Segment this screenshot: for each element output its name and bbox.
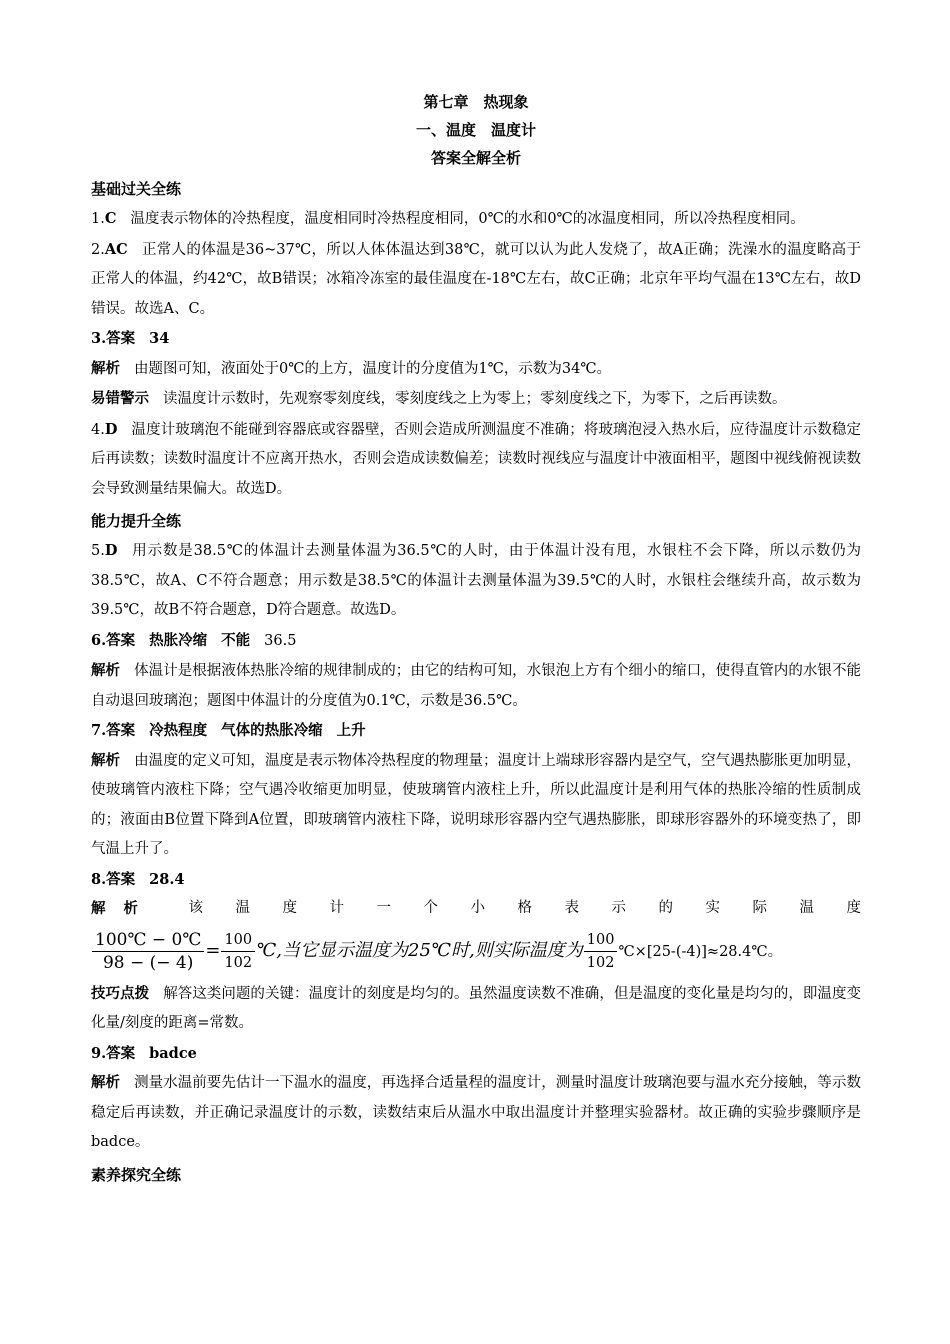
q7-answer-line — [91, 716, 861, 746]
question-1 — [91, 204, 861, 235]
q6-analysis — [91, 656, 861, 716]
q8-analysis-label: 解析 — [91, 900, 156, 917]
q6-answer-1: 热胀冷缩 — [149, 631, 208, 649]
q8-spread-char: 表 — [564, 900, 579, 916]
q8-fraction-2-numerator: 100 — [221, 929, 255, 952]
q8-spread-char: 实 — [705, 900, 720, 916]
q6-number: 6. — [91, 631, 107, 649]
question-4 — [91, 415, 861, 505]
q4-number: 4. — [91, 421, 105, 438]
q8-answer: 28.4 — [149, 870, 185, 888]
q7-answer-3: 上升 — [336, 722, 366, 739]
q8-spread-char: 小 — [470, 900, 485, 916]
answer-subtitle: 答案全解全析 — [430, 149, 521, 167]
q8-spread-char: 个 — [423, 900, 438, 916]
q2-explanation: 正常人的体温是36~37℃，所以人体体温达到38℃，就可以认为此人发烧了，故A正确；洗澡水的温度略高于正常人的体温，约42℃，故B错误；冰箱冷冻室的最佳温度在-18℃左右，故C正确；北京年平均气温在13℃左右，故D错误。故选A、C。 — [91, 241, 861, 317]
q3-analysis-label: 解析 — [91, 359, 120, 377]
q8-formula-tail: ℃×[25-(-4)]≈28.4℃。 — [618, 943, 783, 960]
q3-analysis-text: 由题图可知，液面处于0℃的上方，温度计的分度值为1℃，示数为34℃。 — [134, 360, 612, 377]
q8-tip-label: 技巧点拨 — [91, 984, 150, 1002]
q5-answer: D — [104, 542, 118, 559]
q8-formula-middle: ℃,当它显示温度为25℃时,则实际温度为 — [256, 939, 583, 961]
q8-spread-char: 示 — [611, 900, 626, 916]
section-heading-literacy: 素养探究全练 — [91, 1165, 182, 1184]
q8-spread-char: 格 — [517, 900, 532, 916]
q8-fraction-3 — [584, 929, 618, 974]
q2-number: 2. — [91, 241, 105, 258]
q7-answer-2: 气体的热胀冷缩 — [221, 722, 323, 739]
q8-tip-text: 解答这类问题的关键：温度计的刻度是均匀的。虽然温度读数不准确，但是温度的变化量是均匀的，即温度变化量/刻度的距离=常数。 — [91, 985, 861, 1031]
q7-number: 7. — [91, 722, 107, 739]
q8-answer-label: 答案 — [106, 870, 136, 888]
q1-explanation: 温度表示物体的冷热程度，温度相同时冷热程度相同，0℃的水和0℃的冰温度相同，所以冷热程度相同。 — [130, 211, 805, 227]
q9-analysis-text: 测量水温前要先估计一下温水的温度，再选择合适量程的温度计，测量时温度计玻璃泡要与温水充分接触，等示数稳定后再读数，并正确记录温度计的示数，读数结束后从温水中取出温度计并整理实验器材。故正确的实验步骤顺序是badce。 — [91, 1075, 861, 1150]
q3-number: 3. — [91, 330, 107, 347]
q8-equals: = — [205, 939, 221, 961]
q8-fraction-3-denominator: 102 — [586, 955, 615, 971]
q3-warning-label: 易错警示 — [91, 390, 149, 407]
q1-number: 1. — [91, 211, 105, 227]
q7-analysis-label: 解析 — [91, 751, 121, 769]
section-title: 一、温度 温度计 — [415, 121, 536, 139]
q6-answer-3: 36.5 — [264, 632, 297, 649]
q1-answer: C — [104, 210, 117, 227]
q3-answer-line — [91, 324, 861, 354]
q9-answer-label: 答案 — [106, 1044, 136, 1062]
q6-answer-line — [91, 626, 861, 657]
q7-answer-label: 答案 — [106, 722, 136, 739]
q2-answer: AC — [104, 240, 128, 258]
document-page — [91, 88, 861, 1190]
q8-fraction-1-numerator: 100℃ − 0℃ — [92, 929, 204, 952]
title-block — [91, 88, 861, 172]
q8-fraction-1-denominator: 98 − (− 4) — [102, 953, 194, 973]
q3-answer: 34 — [149, 330, 170, 347]
q8-number: 8. — [91, 870, 107, 888]
q8-spread-char: 际 — [752, 900, 767, 916]
section-heading-basic: 基础过关全练 — [91, 180, 182, 198]
q9-answer: badce — [149, 1044, 197, 1062]
q7-answer-1: 冷热程度 — [149, 722, 208, 739]
q5-number: 5. — [91, 543, 105, 559]
q3-answer-label: 答案 — [106, 330, 136, 347]
q8-answer-line — [91, 865, 861, 895]
q8-spread-char: 度 — [282, 900, 297, 916]
q8-tip — [91, 979, 861, 1039]
q9-analysis-label: 解析 — [91, 1074, 121, 1091]
q8-spread-char: 一 — [376, 900, 391, 916]
q7-analysis-text: 由温度的定义可知，温度是表示物体冷热程度的物理量；温度计上端球形容器内是空气，空气遇热膨胀更加明显，使玻璃管内液柱下降；空气遇冷收缩更加明显，使玻璃管内液柱上升，所以此温度计是利用气体的热胀冷缩的性质制成的；液面由B位置下降到A位置，即玻璃管内液柱下降，说明球形容器内空气遇热膨胀，即球形容器外的环境变热了，即气温上升了。 — [91, 752, 861, 857]
question-5 — [91, 536, 861, 626]
q6-analysis-label: 解析 — [91, 662, 121, 679]
q6-answer-2: 不能 — [221, 631, 251, 649]
section-heading-ability: 能力提升全练 — [91, 512, 182, 530]
q8-fraction-1 — [92, 929, 204, 974]
q8-analysis-spread-line — [91, 894, 861, 924]
q6-answer-label: 答案 — [106, 631, 136, 649]
q9-number: 9. — [91, 1044, 107, 1062]
q7-analysis — [91, 746, 861, 865]
q9-answer-line — [91, 1039, 861, 1069]
chapter-title: 第七章 热现象 — [423, 93, 529, 111]
q8-fraction-2-denominator: 102 — [224, 955, 253, 971]
q8-fraction-2 — [221, 929, 255, 974]
q9-analysis — [91, 1068, 861, 1158]
q3-warning-text: 读温度计示数时，先观察零刻度线，零刻度线之上为零上；零刻度线之下，为零下，之后再读数。 — [163, 391, 787, 407]
q3-analysis — [91, 354, 861, 385]
q3-warning — [91, 384, 861, 415]
q4-explanation: 温度计玻璃泡不能碰到容器底或容器壁，否则会造成所测温度不准确；将玻璃泡浸入热水后，应待温度计示数稳定后再读数；读数时温度计不应离开热水，否则会造成读数偏差；读数时视线应与温度计中液面相平，题图中视线俯视读数会导致测量结果偏大。故选D。 — [91, 421, 861, 497]
q8-spread-char: 温 — [799, 900, 814, 916]
q5-explanation: 用示数是38.5℃的体温计去测量体温为36.5℃的人时，由于体温计没有甩，水银柱不会下降，所以示数仍为38.5℃，故A、C不符合题意；用示数是38.5℃的体温计去测量体温为39.5℃的人时，水银柱会继续升高，故示数为39.5℃，故B不符合题意，D符合题意。故选D。 — [91, 543, 861, 618]
q8-spread-char: 的 — [658, 900, 673, 916]
q8-fraction-3-numerator: 100 — [584, 929, 618, 952]
q8-spread-char: 度 — [846, 900, 861, 916]
q8-formula-line — [91, 924, 861, 979]
q8-spread-char: 该 — [188, 900, 203, 916]
q8-spread-char: 温 — [235, 900, 250, 916]
q6-analysis-text: 体温计是根据液体热胀冷缩的规律制成的；由它的结构可知，水银泡上方有个细小的缩口，使得直管内的水银不能自动退回玻璃泡；题图中体温计的分度值为0.1℃，示数是36.5℃。 — [91, 663, 861, 709]
question-2 — [91, 235, 861, 325]
q4-answer: D — [104, 420, 118, 438]
q8-spread-char: 计 — [329, 900, 344, 916]
